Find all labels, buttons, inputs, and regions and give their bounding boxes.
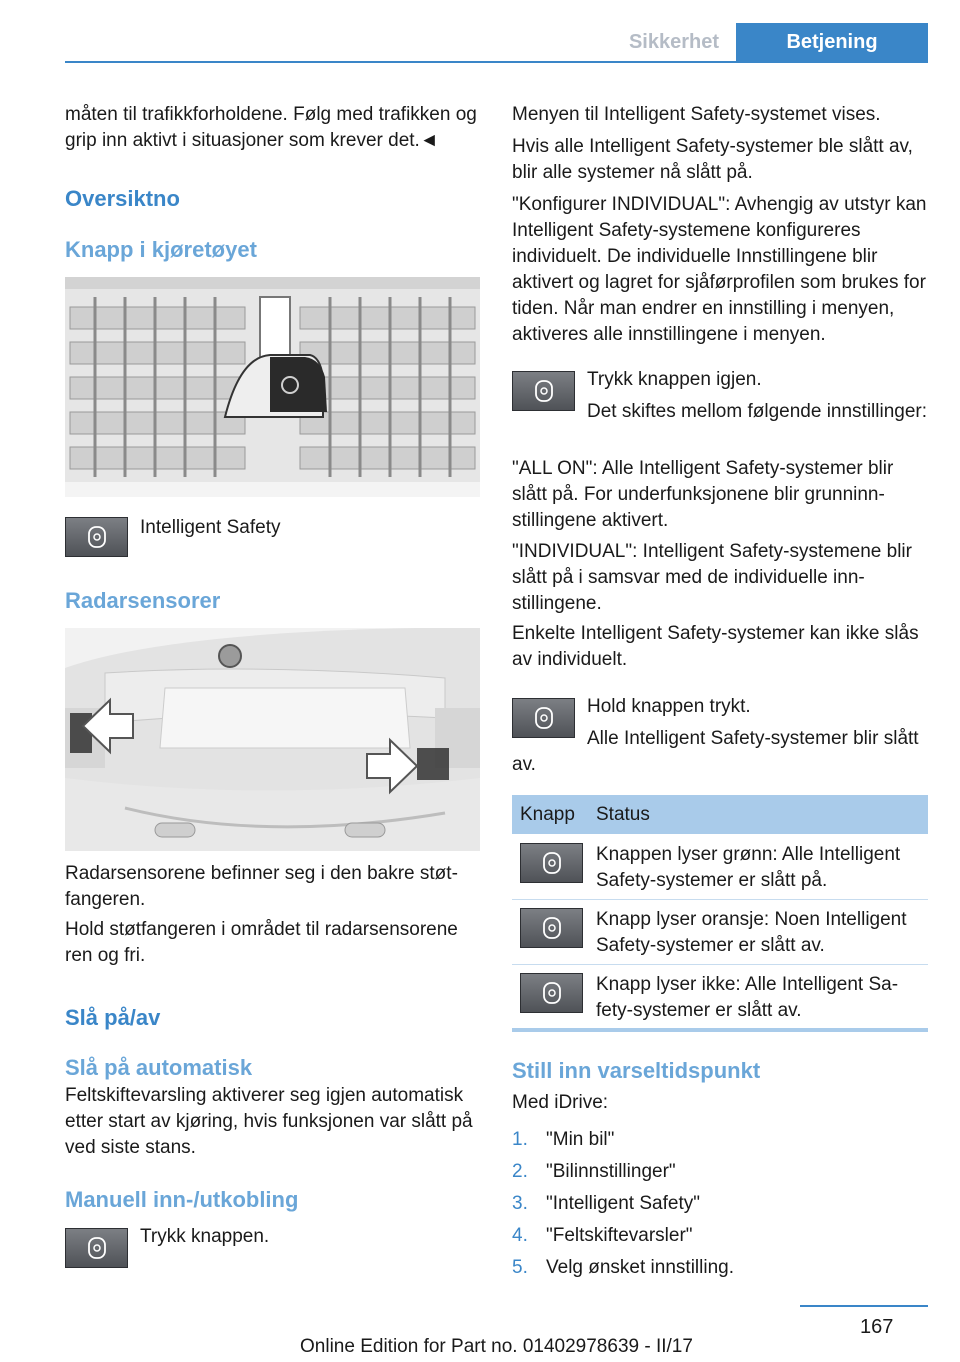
step-number: 1.	[512, 1129, 528, 1150]
radar-text-1: Radarsensorene befinner seg i den bakre støtfangeren.	[65, 863, 458, 910]
hold-press-text: Hold knappen trykt.	[587, 696, 751, 717]
table-bottom-rule	[512, 1028, 928, 1032]
heading-warning-time: Still inn varseltidspunkt	[512, 1058, 761, 1083]
radar-sensors-photo	[65, 628, 480, 851]
step-text: "Min bil"	[546, 1129, 615, 1150]
heading-manual: Manuell inn-/utkobling	[65, 1187, 299, 1212]
list-item	[512, 1255, 928, 1287]
footer-rule	[800, 1305, 928, 1307]
tab-betjening[interactable]: Betjening	[736, 23, 928, 62]
intro-text: måten til trafikkforholdene. Følg med trafikken og grip inn aktivt i situasjoner som krever det.◄	[65, 104, 477, 151]
all-off-then-on-text: Hvis alle Intelligent Safety-systemer ble slått av, blir alle systemer nå slått på.	[512, 136, 913, 183]
individual-text: "INDIVIDUAL": Intelligent Safety-systemene blir slått på i samsvar med de individuelle innstillingene.	[512, 541, 912, 614]
configure-individual-text: "Konfigurer INDIVIDUAL": Avhengig av utstyr kan Intelligent Safety-systemene konfigureres individuelt. De individuelle Innstillingene blir aktivert og lagret for sjåførprofilen som brukes for tiden. Når man endrer en innstilling i menyen, aktiveres alle innstillingene i menyen.	[512, 194, 927, 345]
step-text: "Intelligent Safety"	[546, 1193, 700, 1214]
heading-overview: Oversiktno	[65, 186, 180, 211]
list-item	[512, 1191, 928, 1223]
list-item	[512, 1159, 928, 1191]
intelligent-safety-button-icon	[65, 517, 128, 557]
step-text: "Feltskiftevarsler"	[546, 1225, 693, 1246]
button-orange-icon	[520, 908, 583, 948]
heading-button-in-vehicle: Knapp i kjøretøyet	[65, 237, 257, 262]
intelligent-safety-caption: Intelligent Safety	[140, 517, 281, 538]
table-header-button: Knapp	[520, 804, 575, 825]
menu-shown-text: Menyen til Intelligent Safety-systemet vises.	[512, 104, 881, 125]
intelligent-safety-button-icon	[65, 1228, 128, 1268]
manual-caption: Trykk knappen.	[140, 1226, 270, 1247]
step-number: 3.	[512, 1193, 528, 1214]
cannot-off-text: Enkelte Intelligent Safety-systemer kan ikke slås av individuelt.	[512, 623, 919, 670]
auto-on-text: Feltskiftevarsling aktiverer seg igjen automatisk etter start av kjøring, hvis funksjonen var slått på ved siste stans.	[65, 1085, 473, 1158]
edition-note: Online Edition for Part no. 01402978639 - II/17	[300, 1336, 693, 1357]
all-off-text: Alle Intelligent Safety-systemer blir slått av.	[512, 728, 919, 775]
step-number: 5.	[512, 1257, 528, 1278]
grille-photo	[65, 277, 480, 497]
heading-on-off: Slå på/av	[65, 1005, 161, 1030]
table-row: Knapp lyser ikke: Alle Intelligent Safety-systemer er slått av.	[596, 974, 899, 1021]
list-item	[512, 1127, 928, 1159]
table-row-separator	[512, 964, 928, 965]
idrive-steps	[512, 1127, 928, 1287]
button-off-icon	[520, 973, 583, 1013]
heading-auto-on: Slå på automatisk	[65, 1055, 253, 1080]
step-text: "Bilinnstillinger"	[546, 1161, 676, 1182]
table-row-separator	[512, 899, 928, 900]
header-rule	[65, 61, 928, 63]
step-text: Velg ønsket innstilling.	[546, 1257, 734, 1278]
idrive-label: Med iDrive:	[512, 1092, 609, 1113]
heading-radar: Radarsensorer	[65, 588, 221, 613]
step-number: 2.	[512, 1161, 528, 1182]
table-row: Knapp lyser oransje: Noen Intelligent Safety-systemer er slått av.	[596, 909, 907, 956]
step-number: 4.	[512, 1225, 528, 1246]
page-number: 167	[860, 1316, 894, 1338]
all-on-text: "ALL ON": Alle Intelligent Safety-systemer blir slått på. For underfunksjonene blir grunninnstillingene aktivert.	[512, 458, 894, 531]
table-header-status: Status	[596, 804, 650, 825]
tab-sikkerhet[interactable]: Sikkerhet	[628, 31, 720, 53]
radar-text-2: Hold støtfangeren i området til radarsensorene ren og fri.	[65, 919, 458, 966]
press-again-text: Trykk knappen igjen.	[587, 369, 762, 390]
table-row: Knappen lyser grønn: Alle Intelligent Safety-systemer er slått på.	[596, 844, 901, 891]
button-green-icon	[520, 843, 583, 883]
switch-settings-text: Det skiftes mellom følgende innstillinger:	[587, 401, 928, 422]
list-item	[512, 1223, 928, 1255]
